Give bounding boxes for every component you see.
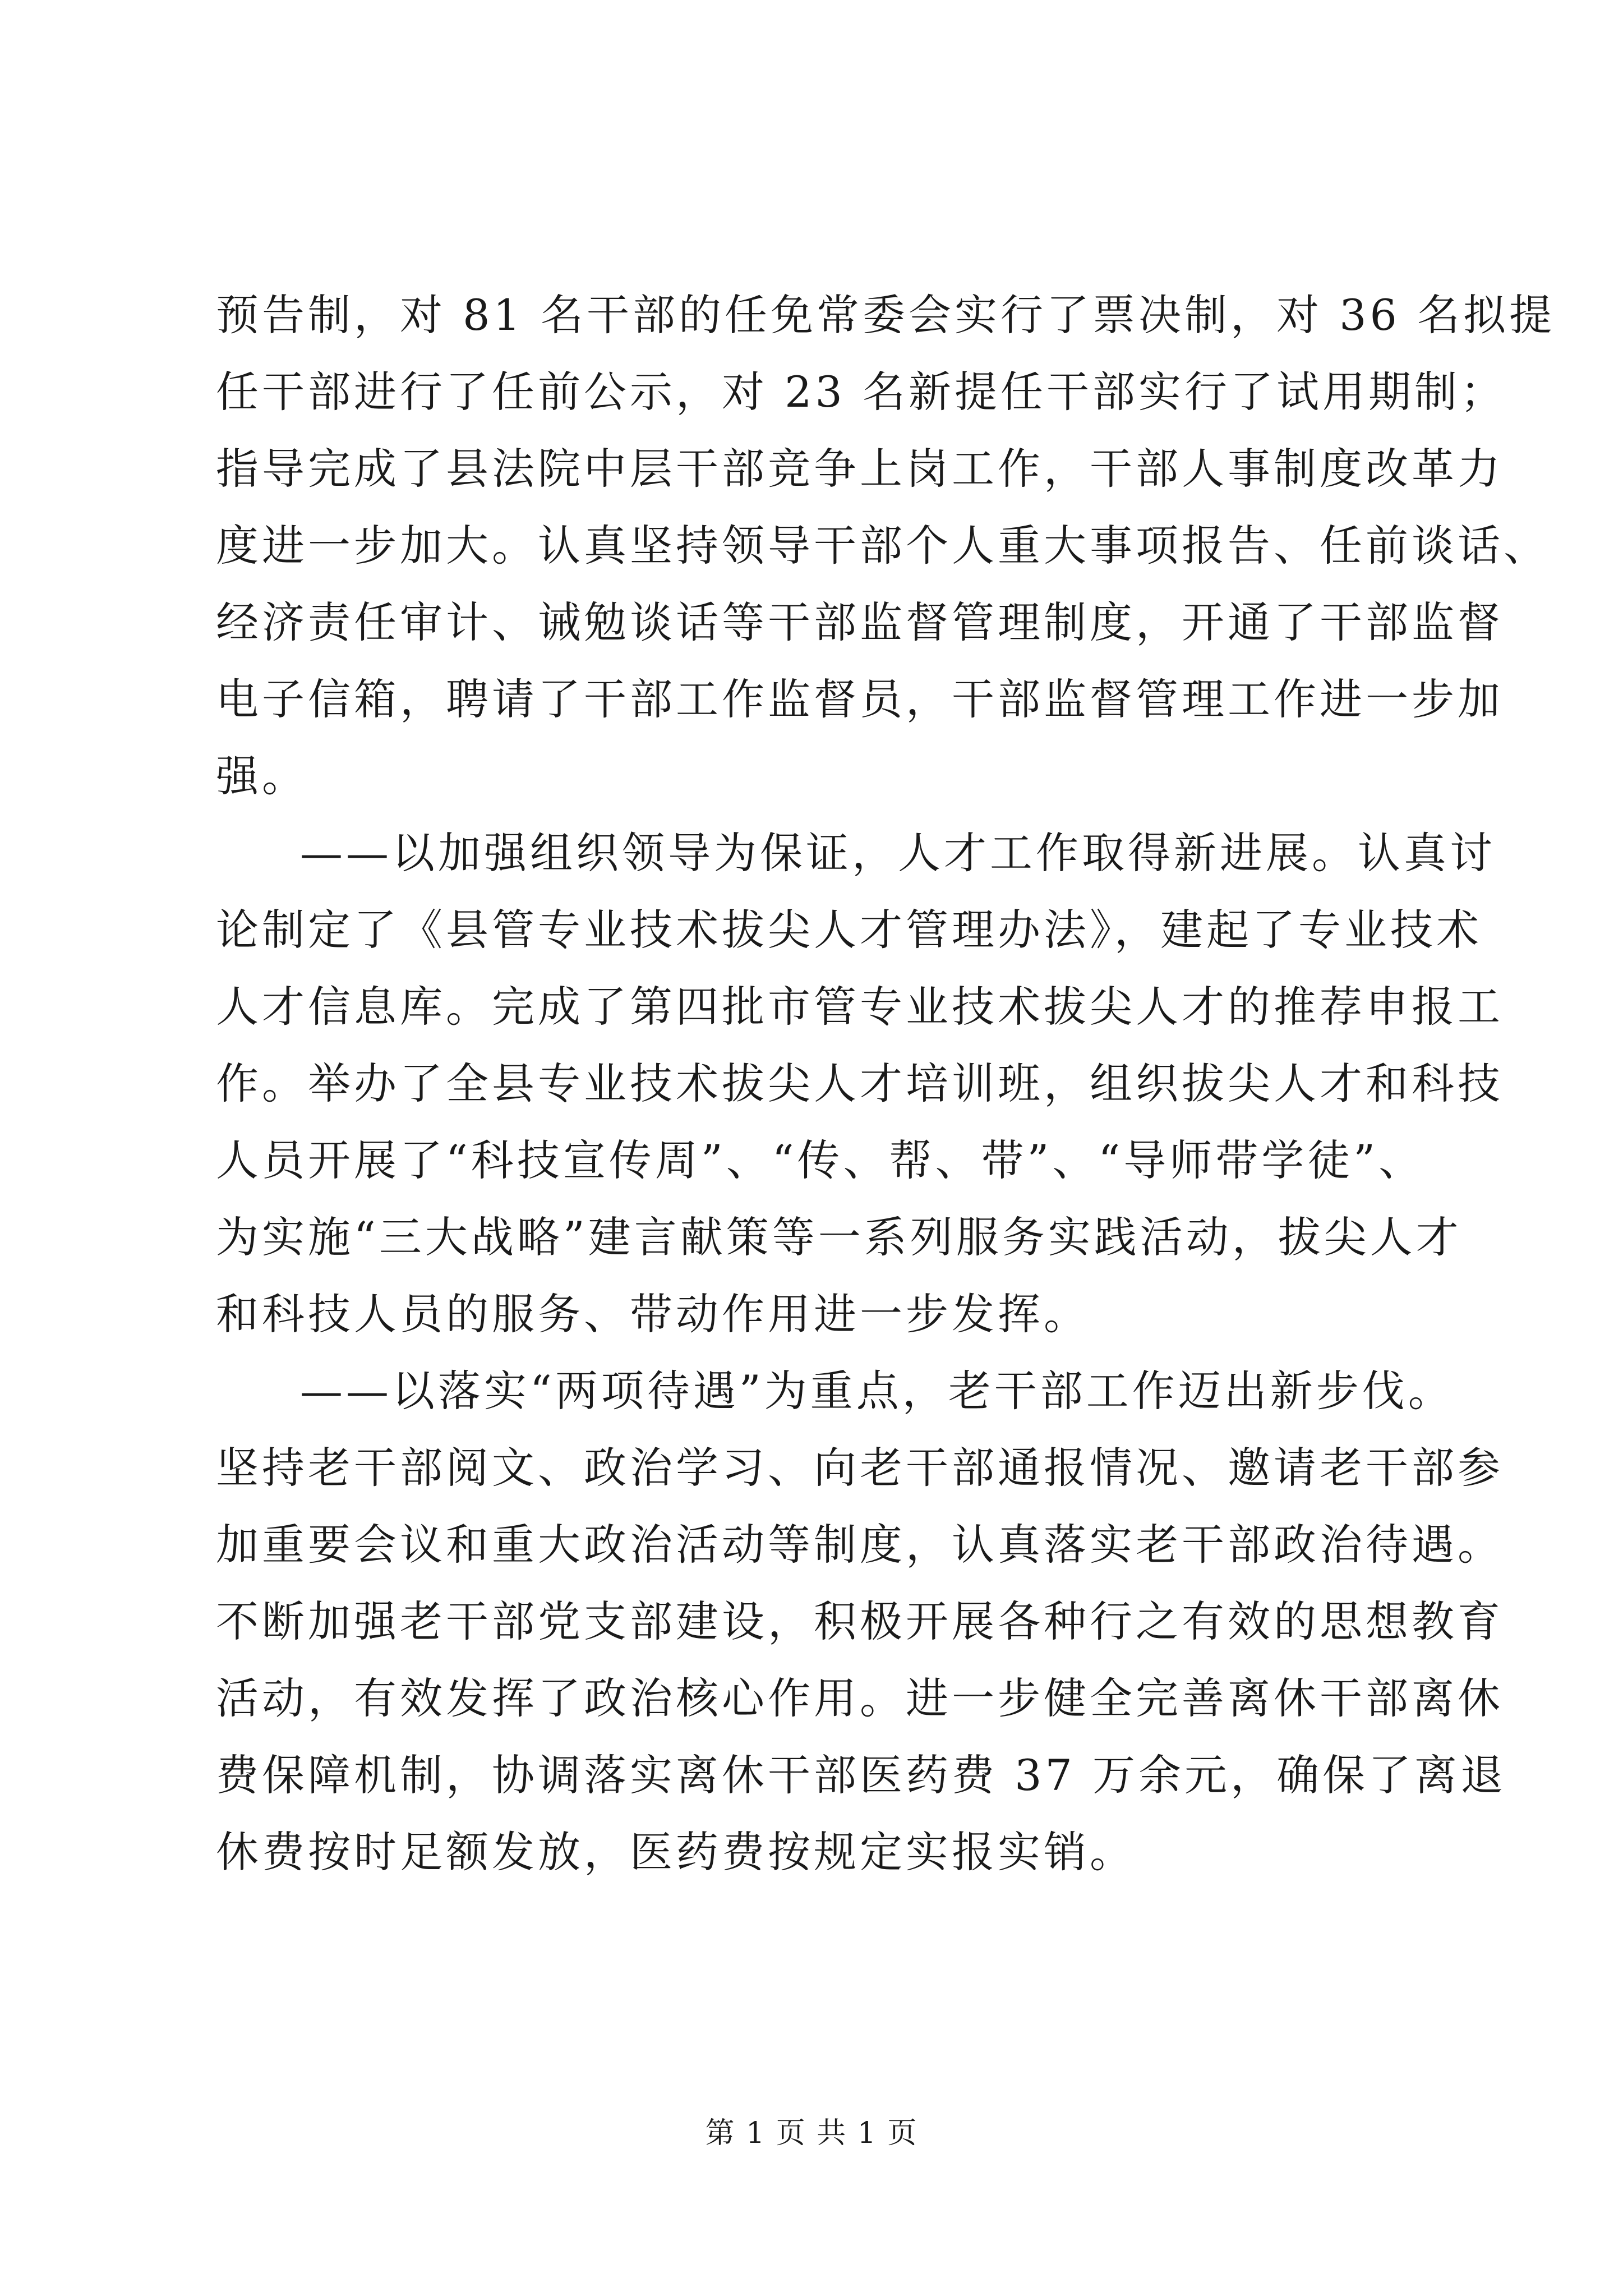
- body-line: 任干部进行了任前公示，对 23 名新提任干部实行了试用期制；: [216, 367, 1507, 417]
- body-line: 度进一步加大。认真坚持领导干部个人重大事项报告、任前谈话、: [216, 521, 1550, 570]
- body-line: 经济责任审计、诫勉谈话等干部监督管理制度，开通了干部监督: [216, 597, 1504, 647]
- body-line: 活动，有效发挥了政治核心作用。进一步健全完善离休干部离休: [216, 1673, 1504, 1723]
- body-line: 人员开展了“科技宣传周”、“传、帮、带”、“导师带学徒”、: [216, 1135, 1425, 1185]
- paragraph-first-line: ——以落实“两项待遇”为重点，老干部工作迈出新步伐。: [300, 1366, 1454, 1416]
- body-line: 不断加强老干部党支部建设，积极开展各种行之有效的思想教育: [216, 1596, 1504, 1646]
- body-line: 加重要会议和重大政治活动等制度，认真落实老干部政治待遇。: [216, 1520, 1504, 1570]
- body-line: 费保障机制，协调落实离休干部医药费 37 万余元，确保了离退: [216, 1750, 1507, 1800]
- body-line: 为实施“三大战略”建言献策等一系列服务实践活动，拔尖人才: [216, 1212, 1462, 1262]
- body-line: 强。: [216, 751, 308, 801]
- body-line: 人才信息库。完成了第四批市管专业技术拔尖人才的推荐申报工: [216, 982, 1504, 1032]
- body-line: 指导完成了县法院中层干部竞争上岗工作，干部人事制度改革力: [216, 444, 1504, 494]
- page-footer: 第 1 页 共 1 页: [705, 2116, 918, 2150]
- body-line: 休费按时足额发放，医药费按规定实报实销。: [216, 1827, 1136, 1877]
- body-line: 预告制，对 81 名干部的任免常委会实行了票决制，对 36 名拟提: [216, 290, 1556, 340]
- body-line: 电子信箱，聘请了干部工作监督员，干部监督管理工作进一步加: [216, 674, 1504, 724]
- body-line: 作。举办了全县专业技术拔尖人才培训班，组织拔尖人才和科技: [216, 1059, 1504, 1108]
- body-line: 和科技人员的服务、带动作用进一步发挥。: [216, 1289, 1090, 1339]
- paragraph-first-line: ——以加强组织领导为保证，人才工作取得新进展。认真讨: [300, 828, 1496, 878]
- body-line: 论制定了《县管专业技术拔尖人才管理办法》，建起了专业技术: [216, 905, 1482, 955]
- body-line: 坚持老干部阅文、政治学习、向老干部通报情况、邀请老干部参: [216, 1443, 1504, 1493]
